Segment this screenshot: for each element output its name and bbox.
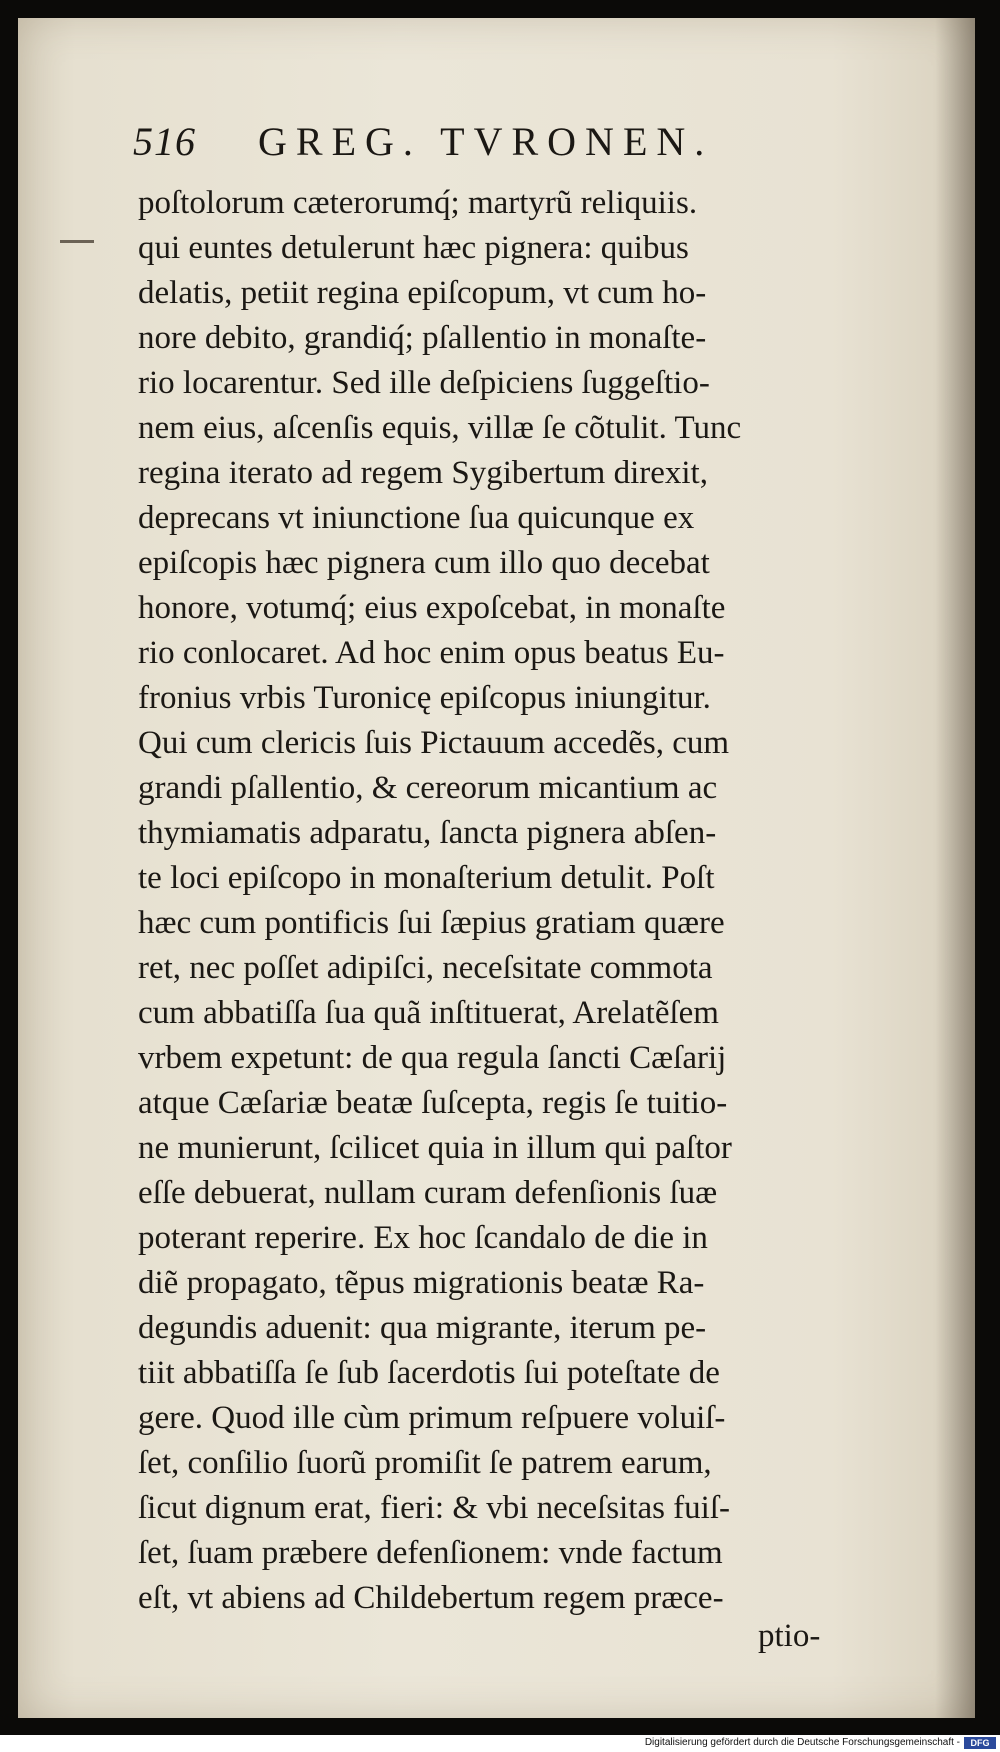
running-head: GREG. TVRONEN. (258, 119, 714, 164)
text-line: delatis, petiit regina epiſcopum, vt cum ho- (138, 275, 707, 311)
text-line: nore debito, grandiq́; pſallentio in monaſte- (138, 320, 707, 356)
text-line: diẽ propagato, tẽpus migrationis beatæ Ra- (138, 1265, 705, 1301)
text-line: epiſcopis hæc pignera cum illo quo decebat (138, 545, 710, 581)
text-line: vrbem expetunt: de qua regula ſancti Cæſarij (138, 1040, 727, 1076)
text-line: thymiamatis adparatu, ſancta pignera abſen- (138, 815, 717, 851)
footer-credit: Digitalisierung gefördert durch die Deutsche Forschungsgemeinschaft - (644, 1737, 960, 1748)
text-line: hæc cum pontificis ſui ſæpius gratiam quære (138, 905, 725, 941)
text-line: qui euntes detulerunt hæc pignera: quibus (138, 230, 689, 266)
text-line: te loci epiſcopo in monaſterium detulit. Poſt (138, 860, 715, 896)
catchword: ptio- (758, 1618, 821, 1654)
text-line: tiit abbatiſſa ſe ſub ſacerdotis ſui poteſtate de (138, 1355, 720, 1391)
page-header (133, 118, 893, 178)
body-text (138, 181, 948, 1621)
text-line: ſet, conſilio ſuorũ promiſit ſe patrem earum, (138, 1445, 712, 1481)
text-line: eſſe debuerat, nullam curam defenſionis ſuæ (138, 1175, 718, 1211)
text-line: ſicut dignum erat, fieri: & vbi neceſsitas fuiſ- (138, 1490, 731, 1526)
text-line: eſt, vt abiens ad Childebertum regem præce- (138, 1580, 724, 1616)
text-line: atque Cæſariæ beatæ ſuſcepta, regis ſe tuitio- (138, 1085, 728, 1121)
text-line: grandi pſallentio, & cereorum micantium ac (138, 770, 718, 806)
text-line: regina iterato ad regem Sygibertum direxit, (138, 455, 708, 491)
text-line: fronius vrbis Turonicę epiſcopus iniungitur. (138, 680, 711, 716)
text-line: rio conlocaret. Ad hoc enim opus beatus Eu- (138, 635, 725, 671)
margin-mark (60, 240, 94, 243)
dfg-logo: DFG (964, 1737, 996, 1749)
text-line: Qui cum clericis ſuis Pictauum accedẽs, cum (138, 725, 730, 761)
text-line: degundis aduenit: qua migrante, iterum pe- (138, 1310, 707, 1346)
text-line: deprecans vt iniunctione ſua quicunque ex (138, 500, 695, 536)
text-line: poſtolorum cæterorumq́; martyrũ reliquiis. (138, 185, 698, 221)
book-page (18, 18, 975, 1718)
text-line: ne munierunt, ſcilicet quia in illum qui paſtor (138, 1130, 732, 1166)
text-line: honore, votumq́; eius expoſcebat, in monaſte (138, 590, 726, 626)
text-line: rio locarentur. Sed ille deſpiciens ſuggeſtio- (138, 365, 710, 401)
page-number: 516 (133, 119, 196, 164)
text-line: nem eius, aſcenſis equis, villæ ſe cõtulit. Tunc (138, 410, 742, 446)
text-line: gere. Quod ille cùm primum reſpuere voluiſ- (138, 1400, 726, 1436)
text-line: poterant reperire. Ex hoc ſcandalo de die in (138, 1220, 708, 1256)
text-line: cum abbatiſſa ſua quã inſtituerat, Arelatẽſem (138, 995, 719, 1031)
text-line: ſet, ſuam præbere defenſionem: vnde factum (138, 1535, 723, 1571)
text-line: ret, nec poſſet adipiſci, neceſsitate commota (138, 950, 713, 986)
